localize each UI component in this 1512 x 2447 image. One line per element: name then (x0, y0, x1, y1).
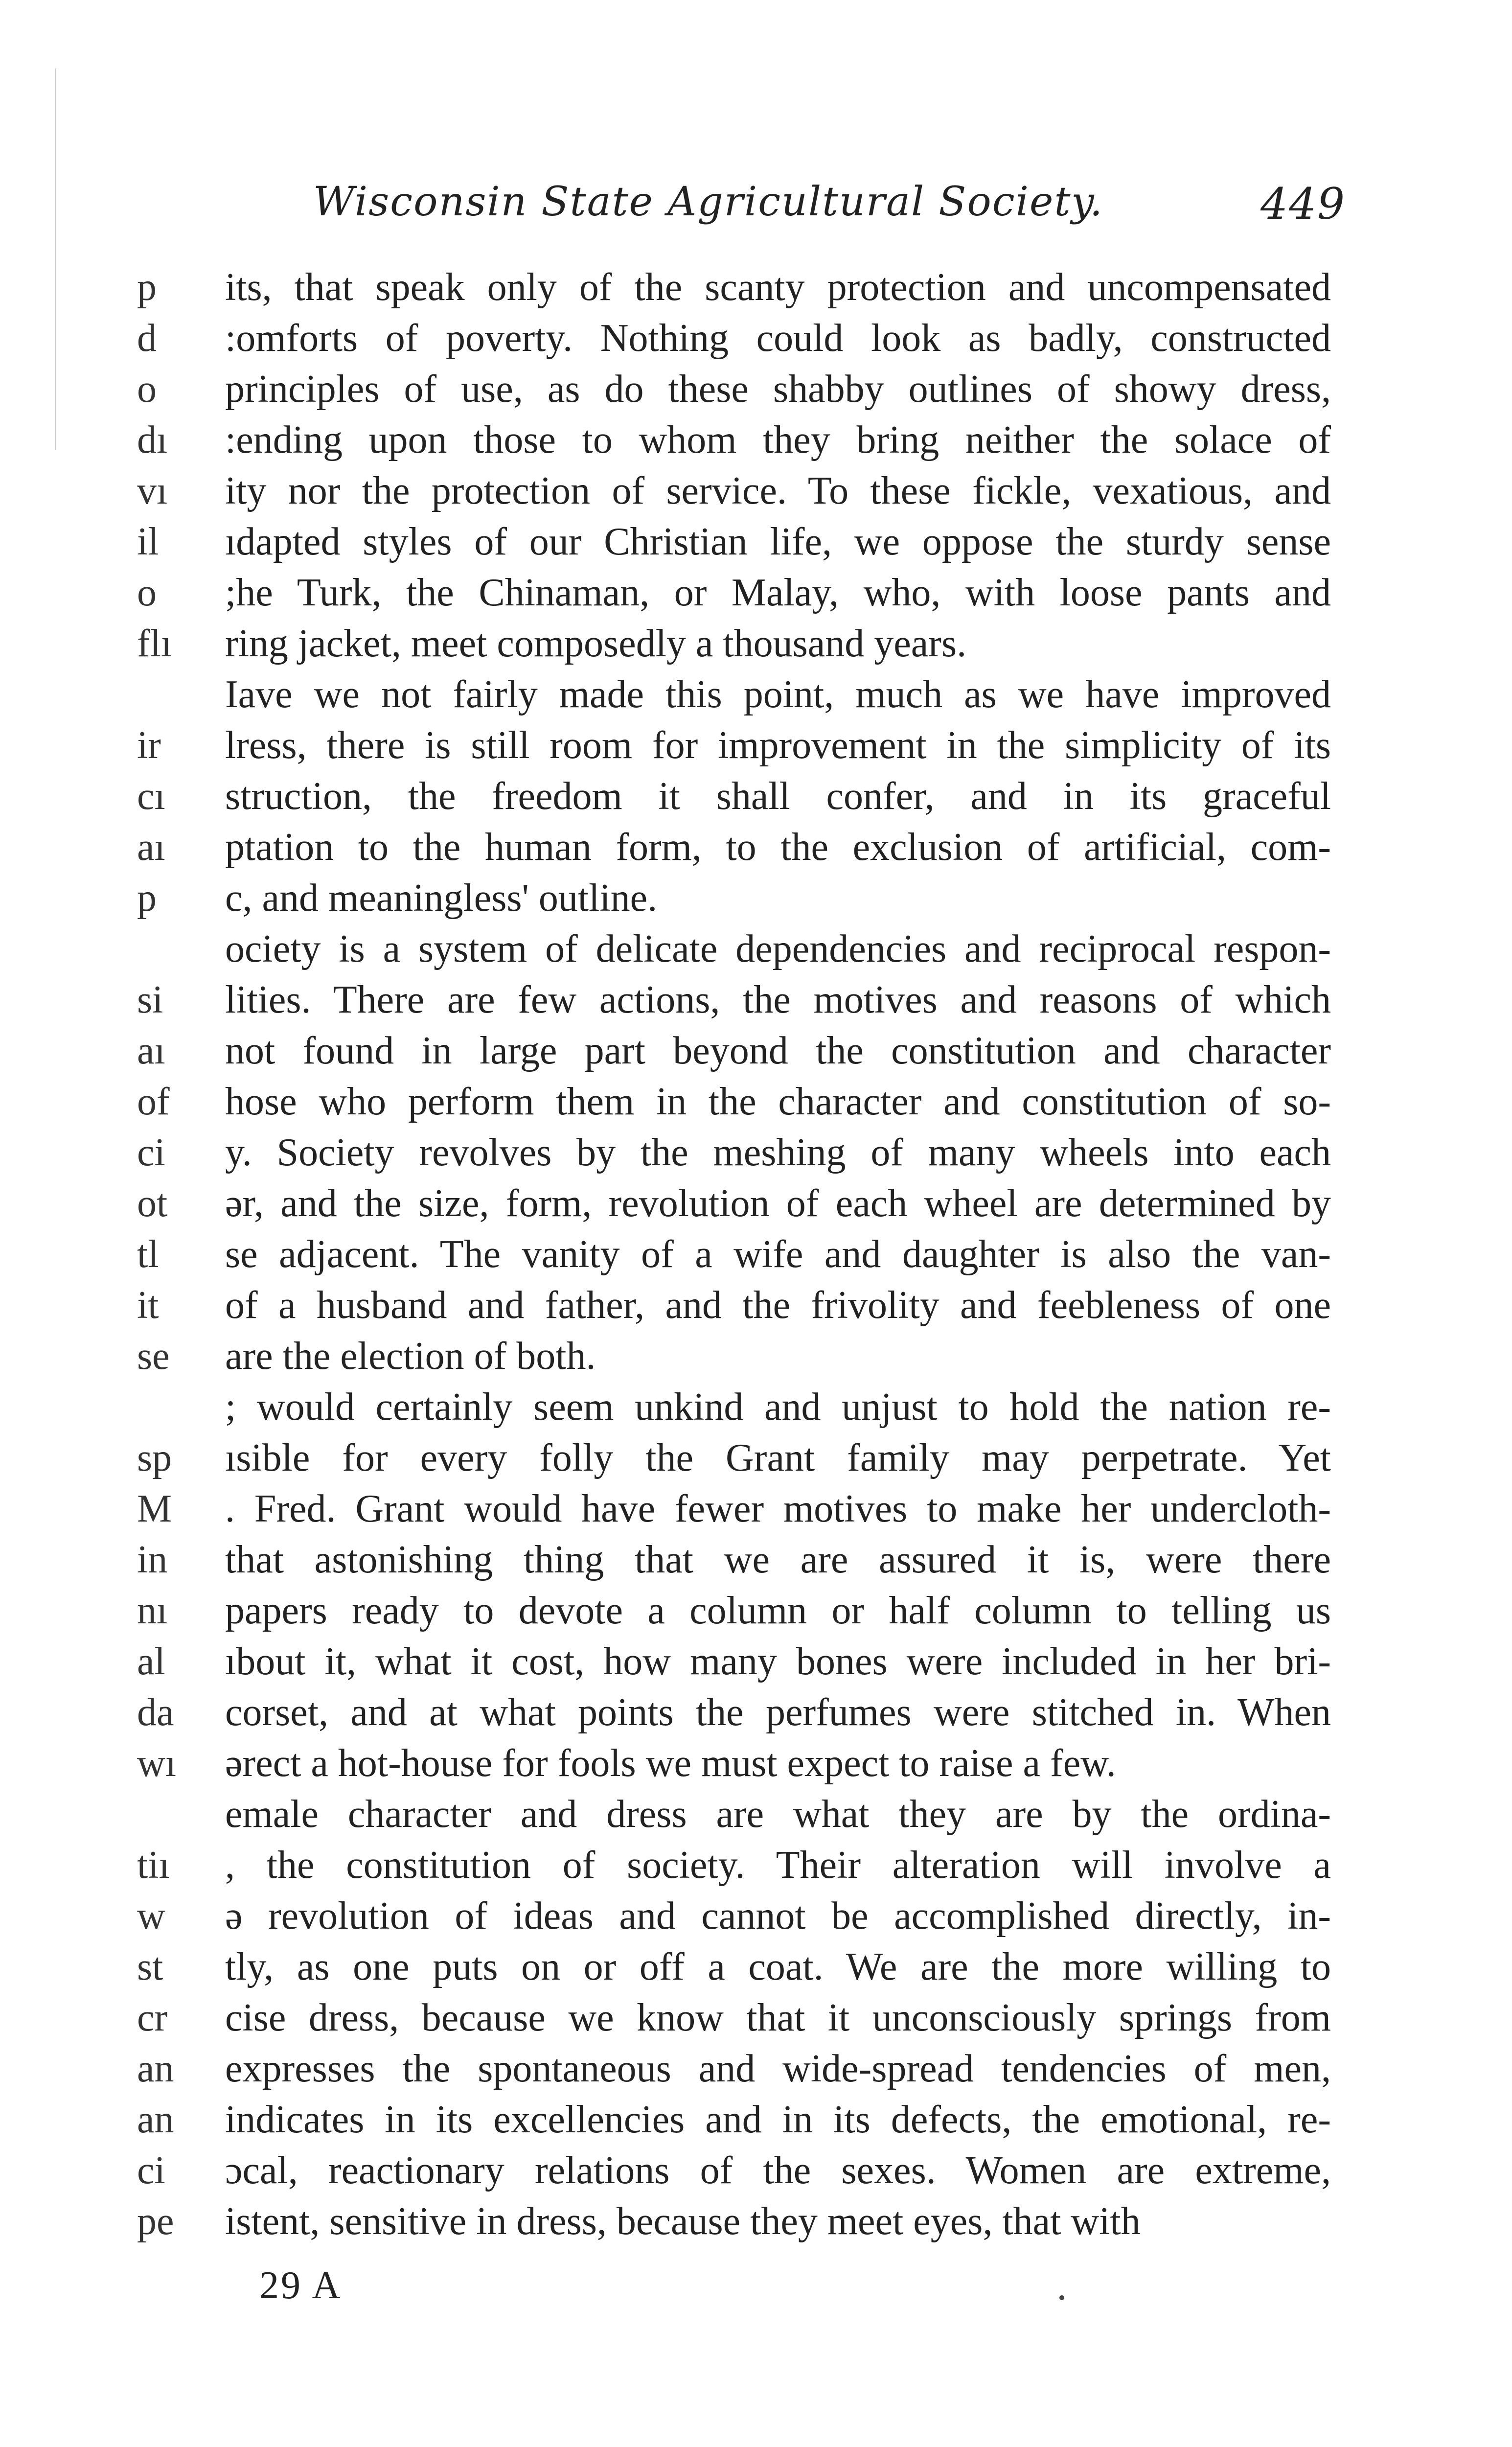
text-line (137, 720, 1331, 771)
margin-fragment: vı (137, 469, 168, 512)
line-text: c, and meaningless' outline. (225, 877, 658, 920)
text-line (137, 1891, 1331, 1941)
text-line (137, 364, 1331, 415)
margin-fragment: p (137, 877, 157, 920)
text-line (137, 1992, 1331, 2043)
margin-fragment: an (137, 2098, 174, 2141)
line-text: ity nor the protection of service. To these fickle, vexatious, and (225, 469, 1331, 512)
margin-fragment: si (137, 978, 163, 1021)
line-text: are the election of both. (225, 1335, 596, 1378)
text-line (137, 313, 1331, 364)
text-line (137, 1025, 1331, 1076)
text-line (137, 1432, 1331, 1483)
margin-fragment: aı (137, 1029, 165, 1072)
text-line (137, 1178, 1331, 1229)
line-text: hose who perform them in the character and constitution of so- (225, 1080, 1331, 1123)
text-line (137, 1636, 1331, 1687)
margin-fragment: cr (137, 1996, 168, 2039)
text-line (137, 2145, 1331, 2196)
text-line (137, 974, 1331, 1025)
margin-fragment: pe (137, 2200, 174, 2243)
line-text: ə revolution of ideas and cannot be accomplished directly, in- (225, 1894, 1331, 1938)
text-line (137, 465, 1331, 516)
text-line (137, 1585, 1331, 1636)
line-text: ; would certainly seem unkind and unjust to hold the nation re- (225, 1385, 1331, 1429)
text-line (137, 1127, 1331, 1178)
line-text: papers ready to devote a column or half column to telling us (225, 1589, 1331, 1632)
line-text: Iave we not fairly made this point, much as we have improved (225, 673, 1331, 716)
line-text: tly, as one puts on or off a coat. We are the more willing to (225, 1945, 1331, 1988)
running-title: Wisconsin State Agricultural Society. (313, 179, 1103, 225)
line-text: ıdapted styles of our Christian life, we oppose the sturdy sense (225, 520, 1331, 563)
text-line (137, 2094, 1331, 2145)
line-text: lities. There are few actions, the motives and reasons of which (225, 978, 1331, 1021)
margin-fragment: wı (137, 1742, 176, 1785)
text-line (137, 923, 1331, 974)
text-line (137, 1840, 1331, 1891)
line-text: of a husband and father, and the frivolity and feebleness of one (225, 1284, 1331, 1327)
margin-fragment: tiı (137, 1844, 170, 1887)
text-line (137, 1229, 1331, 1280)
margin-fragment: cı (137, 775, 165, 818)
line-text: ər, and the size, form, revolution of each wheel are determined by (225, 1182, 1331, 1225)
line-text: ;he Turk, the Chinaman, or Malay, who, with loose pants and (225, 571, 1331, 614)
line-text: :ending upon those to whom they bring neither the solace of (225, 418, 1331, 462)
text-line (137, 2196, 1331, 2247)
line-text: emale character and dress are what they are by the ordina- (225, 1793, 1331, 1836)
line-text: se adjacent. The vanity of a wife and daughter is also the van- (225, 1233, 1331, 1276)
text-line (137, 1738, 1331, 1789)
body-text (137, 262, 1331, 2247)
line-text: lress, there is still room for improvement in the simplicity of its (225, 724, 1331, 767)
margin-fragment: ci (137, 2149, 165, 2192)
line-text: its, that speak only of the scanty protection and uncompensated (225, 266, 1331, 309)
text-line (137, 1076, 1331, 1127)
text-line (137, 1280, 1331, 1331)
page-gutter-rule (55, 69, 56, 450)
line-text: corset, and at what points the perfumes were stitched in. When (225, 1691, 1331, 1734)
margin-fragment: ci (137, 1131, 165, 1174)
text-line (137, 262, 1331, 313)
margin-fragment: o (137, 368, 157, 411)
margin-fragment: ot (137, 1182, 168, 1225)
text-line (137, 2043, 1331, 2094)
line-text: not found in large part beyond the constitution and character (225, 1029, 1331, 1072)
text-line (137, 415, 1331, 465)
margin-fragment: it (137, 1284, 159, 1327)
text-line (137, 771, 1331, 822)
text-line (137, 1941, 1331, 1992)
page-number: 449 (1260, 179, 1346, 229)
margin-fragment: an (137, 2047, 174, 2090)
line-text: . Fred. Grant would have fewer motives to make her undercloth- (225, 1487, 1331, 1530)
line-text: indicates in its excellencies and in its defects, the emotional, re- (225, 2098, 1331, 2141)
text-line (137, 1331, 1331, 1382)
margin-fragment: in (137, 1538, 168, 1581)
line-text: ptation to the human form, to the exclusion of artificial, com- (225, 826, 1331, 869)
margin-fragment: il (137, 520, 159, 563)
text-line (137, 1382, 1331, 1432)
text-line (137, 822, 1331, 873)
margin-fragment: tl (137, 1233, 159, 1276)
text-line (137, 567, 1331, 618)
line-text: y. Society revolves by the meshing of many wheels into each (225, 1131, 1331, 1174)
text-line (137, 516, 1331, 567)
margin-fragment: w (137, 1894, 165, 1938)
margin-fragment: flı (137, 622, 172, 665)
line-text: ring jacket, meet composedly a thousand years. (225, 622, 967, 665)
line-text: ıbout it, what it cost, how many bones were included in her bri- (225, 1640, 1331, 1683)
margin-fragment: of (137, 1080, 170, 1123)
text-line (137, 669, 1331, 720)
running-header (313, 174, 1346, 242)
text-line (137, 618, 1331, 669)
line-text: cise dress, because we know that it unconsciously springs from (225, 1996, 1331, 2039)
margin-fragment: dı (137, 418, 168, 462)
signature-mark: 29 A (259, 2264, 343, 2307)
line-text: ociety is a system of delicate dependencies and reciprocal respon- (225, 927, 1331, 970)
margin-fragment: da (137, 1691, 174, 1734)
line-text: ısible for every folly the Grant family may perpetrate. Yet (225, 1436, 1331, 1479)
margin-fragment: nı (137, 1589, 168, 1632)
margin-fragment: st (137, 1945, 163, 1988)
margin-fragment: sp (137, 1436, 172, 1479)
text-line (137, 1483, 1331, 1534)
text-line (137, 1789, 1331, 1840)
margin-fragment: ir (137, 724, 161, 767)
line-text: that astonishing thing that we are assured it is, were there (225, 1538, 1331, 1581)
margin-fragment: al (137, 1640, 165, 1683)
line-text: istent, sensitive in dress, because they meet eyes, that with (225, 2200, 1141, 2243)
line-text: expresses the spontaneous and wide-spread tendencies of men, (225, 2047, 1331, 2090)
margin-fragment: M (137, 1487, 172, 1530)
margin-fragment: aı (137, 826, 165, 869)
line-text: , the constitution of society. Their alteration will involve a (225, 1844, 1331, 1887)
line-text: :omforts of poverty. Nothing could look as badly, constructed (225, 317, 1331, 360)
line-text: ərect a hot-house for fools we must expect to raise a few. (225, 1742, 1116, 1785)
margin-fragment: se (137, 1335, 170, 1378)
margin-fragment: p (137, 266, 157, 309)
text-line (137, 1687, 1331, 1738)
margin-fragment: o (137, 571, 157, 614)
line-text: ɔcal, reactionary relations of the sexes. Women are extreme, (225, 2149, 1331, 2192)
text-line (137, 1534, 1331, 1585)
text-line (137, 873, 1331, 923)
margin-fragment: d (137, 317, 157, 360)
page-speck (1059, 2295, 1064, 2300)
line-text: struction, the freedom it shall confer, and in its graceful (225, 775, 1331, 818)
line-text: principles of use, as do these shabby outlines of showy dress, (225, 368, 1331, 411)
